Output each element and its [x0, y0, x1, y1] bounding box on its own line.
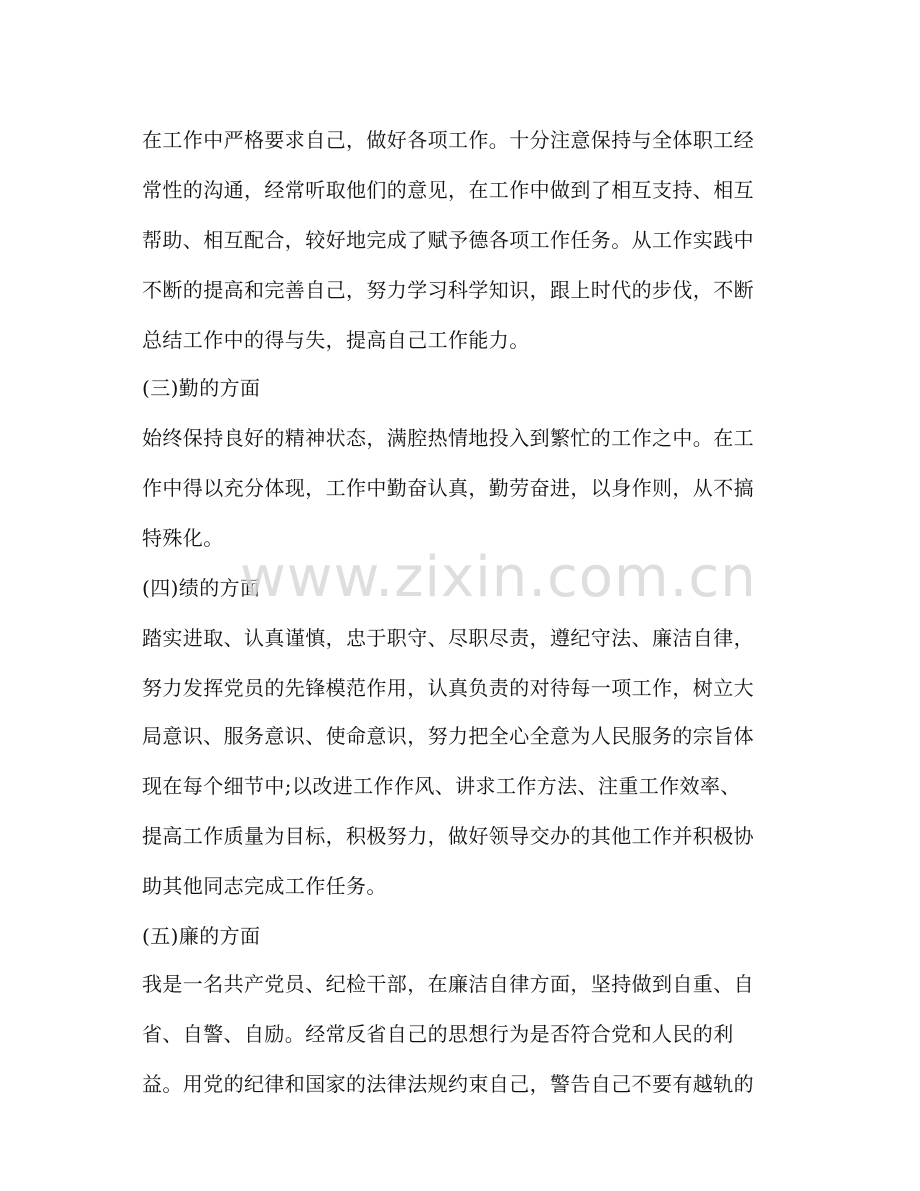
section-heading: (五)廉的方面 — [142, 924, 261, 948]
section-heading: (三)勤的方面 — [142, 376, 261, 400]
text-line: 总结工作中的得与失，提高自己工作能力。 — [142, 328, 530, 352]
text-line: 踏实进取、认真谨慎，忠于职守、尽职尽责，遵纪守法、廉洁自律， — [142, 626, 754, 650]
text-line: 在工作中严格要求自己，做好各项工作。十分注意保持与全体职工经 — [142, 128, 754, 152]
text-line: 局意识、服务意识、使命意识，努力把全心全意为人民服务的宗旨体 — [142, 724, 754, 748]
section-heading: (四)绩的方面 — [142, 576, 261, 600]
text-line: 常性的沟通，经常听取他们的意见，在工作中做到了相互支持、相互 — [142, 178, 754, 202]
text-line: 助其他同志完成工作任务。 — [142, 874, 387, 898]
text-line: 特殊化。 — [142, 526, 224, 550]
text-line: 提高工作质量为目标，积极努力，做好领导交办的其他工作并积极协 — [142, 824, 754, 848]
text-line: 现在每个细节中;以改进工作作风、讲求工作方法、注重工作效率、 — [142, 774, 741, 798]
text-line: 益。用党的纪律和国家的法律法规约束自己，警告自己不要有越轨的 — [142, 1072, 754, 1096]
text-line: 始终保持良好的精神状态，满腔热情地投入到繁忙的工作之中。在工 — [142, 426, 754, 450]
text-line: 省、自警、自励。经常反省自己的思想行为是否符合党和人民的利 — [142, 1022, 734, 1046]
text-line: 努力发挥党员的先锋模范作用，认真负责的对待每一项工作，树立大 — [142, 676, 754, 700]
text-line: 作中得以充分体现，工作中勤奋认真，勤劳奋进，以身作则，从不搞 — [142, 476, 754, 500]
text-line: 不断的提高和完善自己，努力学习科学知识，跟上时代的步伐，不断 — [142, 278, 754, 302]
watermark: www.zixin.com.cn — [240, 545, 757, 610]
text-line: 我是一名共产党员、纪检干部，在廉洁自律方面，坚持做到自重、自 — [142, 972, 754, 996]
text-line: 帮助、相互配合，较好地完成了赋予德各项工作任务。从工作实践中 — [142, 228, 754, 252]
